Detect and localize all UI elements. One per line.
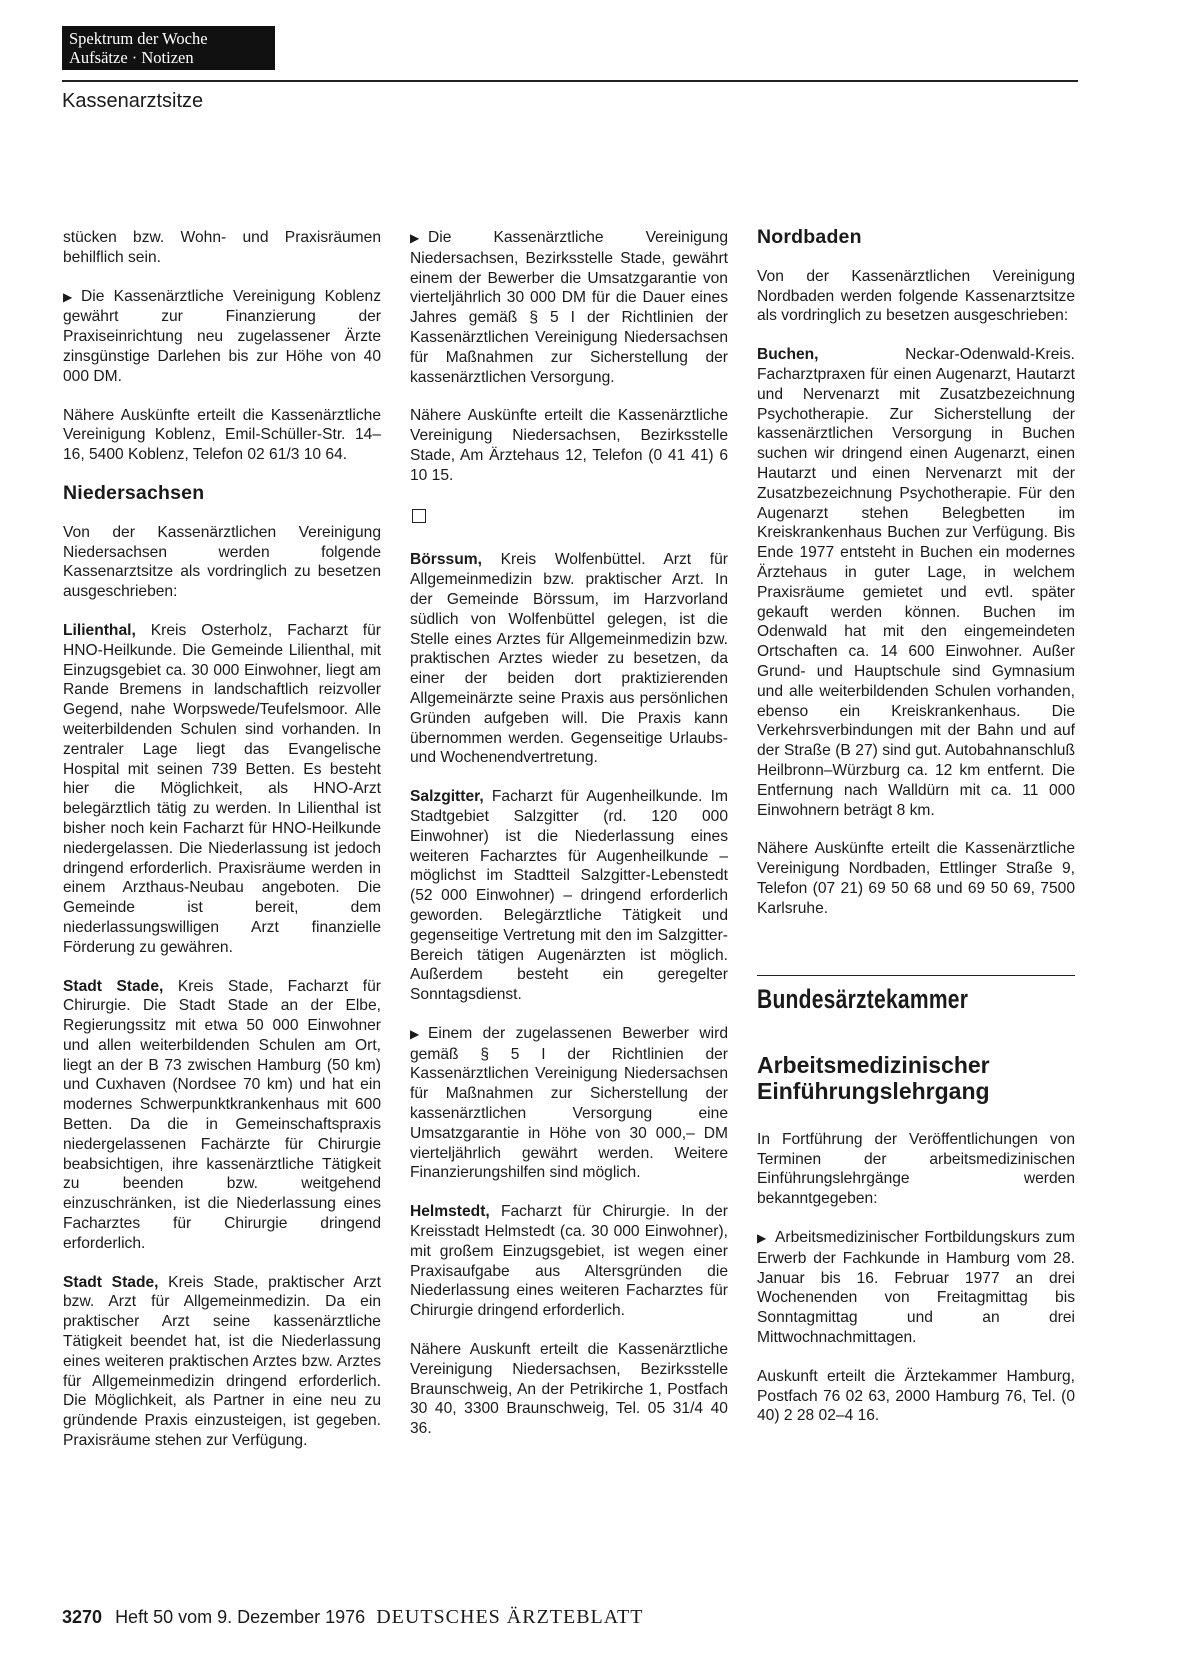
listing-buchen: Buchen, Neckar-Odenwald-Kreis. Facharztpraxen für einen Augenarzt, Hautarzt und Nervenarzt mit Zusatzbezeichnung Psychotherapie. Zur Sicherstellung der kassenärztlichen Versorgung in Buchen suchen wir dringend einen Augenarzt, einen Hautarzt und einen Nervenarzt mit der Zusatzbezeichnung Psychotherapie. Für den Augenarzt stehen Belegbetten im Kreiskrankenhaus Buchen zur Verfügung. Bis Ende 1977 entsteht in Buchen ein modernes Ärztehaus in guter Lage, in welchem Praxisräume gemietet und evtl. später gekauft werden können. Buchen im Odenwald hat mit den eingemeindeten Ortschaften ca. 14 600 Einwohner. Außer Grund- und Hauptschule sind Gymnasium und alle weiterbildenden Schulen vorhanden, ebenso ein Kreiskrankenhaus. Die Verkehrsverbindungen mit der Bahn und auf der Straße (B 27) sind gut. Autobahnanschluß Heilbronn–Würzburg ca. 12 km entfernt. Die Entfernung nach Walldürn mit ca. 11 000 Einwohnern beträgt 8 km. xyxy=(757,346,1075,819)
paragraph: ▶ Die Kassenärztliche Vereinigung Koblenz gewährt zur Finanzierung der Praxiseinrichtung neu zugelassener Ärzte zinsgünstige Darlehen bis zur Höhe von 40 000 DM. xyxy=(63,287,381,385)
listing-lilienthal: Lilienthal, Kreis Osterholz, Facharzt für HNO-Heilkunde. Die Gemeinde Lilienthal, mit Einzugsgebiet ca. 30 000 Einwohner, liegt am Rande Bremens in landschaftlich reizvoller Gegend, nahe Worpswede/Teufelsmoor. Alle weiterbildenden Schulen sind vorhanden. In zentraler Lage liegt das Evangelische Hospital mit seinen 739 Betten. Es besteht hier die Möglichkeit, als HNO-Arzt belegärztlich tätig zu werden. In Lilienthal ist bisher noch kein Facharzt für HNO-Heilkunde niedergelassen. Die Niederlassung ist jedoch dringend erforderlich. Praxisräume werden in einem Arzthaus-Neubau angeboten. Die Gemeinde ist bereit, dem niederlassungswilligen Arzt finanzielle Förderung zu gewähren. xyxy=(63,621,381,956)
listing-stade-allgemein: Stadt Stade, Kreis Stade, praktischer Arzt bzw. Arzt für Allgemeinmedizin. Da ein praktischer Arzt seine kassenärztliche Tätigkeit beendet hat, ist die Niederlassung eines weiteren praktischen Arztes bzw. Arztes für Allgemeinmedizin dringend erforderlich. Die Möglichkeit, als Partner in eine neu zu gründende Praxis einzusteigen, ist gegeben. Praxisräume stehen zur Verfügung. xyxy=(63,1273,381,1450)
listing-salzgitter: Salzgitter, Facharzt für Augenheilkunde. Im Stadtgebiet Salzgitter (rd. 120 000 Einwohner) ist die Niederlassung eines weiteren Facharztes für Augenheilkunde – möglichst im Stadtteil Salzgitter-Lebenstedt (52 000 Einwohner) – dringend erforderlich geworden. Belegärztliche Tätigkeit und gegenseitige Vertretung mit den im Salzgitter-Bereich tätigen Augenärzten ist möglich. Außerdem besteht ein geregelter Sonntagsdienst. xyxy=(410,788,728,1004)
triangle-bullet-icon: ▶ xyxy=(757,1230,767,1245)
paragraph: Von der Kassenärztlichen Vereinigung Nordbaden werden folgende Kassenarztsitze als vordringlich zu besetzen ausgeschrieben: xyxy=(757,267,1075,325)
heading-arbeitsmedizin: Arbeitsmedizinischer Einführungslehrgang xyxy=(757,1051,990,1104)
listing-helmstedt: Helmstedt, Facharzt für Chirurgie. In der Kreisstadt Helmstedt (ca. 30 000 Einwohner), mit großem Einzugsgebiet, ist wegen einer Praxisaufgabe aus Altersgründen die Niederlassung eines weiteren Facharztes für Chirurgie dringend erforderlich. xyxy=(410,1203,728,1320)
section-title-bundesaerztekammer: Bundesärztekammer xyxy=(757,984,969,1014)
paragraph: In Fortführung der Veröffentlichungen von Terminen der arbeitsmedizinischen Einführungslehrgänge werden bekanntgegeben: xyxy=(757,1130,1075,1208)
heading-niedersachsen: Niedersachsen xyxy=(63,481,205,504)
paragraph: Von der Kassenärztlichen Vereinigung Niedersachsen werden folgende Kassenarztsitze als vordringlich zu besetzen ausgeschrieben: xyxy=(63,523,381,601)
paragraph: Nähere Auskunft erteilt die Kassenärztliche Vereinigung Niedersachsen, Bezirksstelle Braunschweig, An der Petrikirche 1, Postfach 30 40, 3300 Braunschweig, Tel. 05 31/4 40 36. xyxy=(410,1341,728,1438)
page-number: 3270 xyxy=(62,1607,103,1627)
paragraph: ▶ Einem der zugelassenen Bewerber wird gemäß § 5 I der Richtlinien der Kassenärztlichen Vereinigung Niedersachsen für Maßnahmen zur Sicherstellung der kassenärztlichen Versorgung eine Umsatzgarantie in Höhe von 30 000,– DM vierteljährlich gewährt werden. Weitere Finanzierungshilfen sind möglich. xyxy=(410,1024,728,1182)
rubric-line-2: Aufsätze · Notizen xyxy=(69,48,194,67)
rubric-line-1: Spektrum der Woche xyxy=(69,29,208,48)
paragraph: ▶ Die Kassenärztliche Vereinigung Niedersachsen, Bezirksstelle Stade, gewährt einem der Bewerber die Umsatzgarantie von vierteljährlich 30 000 DM für die Dauer eines Jahres gemäß § 5 I der Richtlinien der Kassenärztlichen Vereinigung Niedersachsen für Maßnahmen zur Sicherstellung der kassenärztlichen Versorgung. xyxy=(410,229,728,386)
listing-stade-chirurgie: Stadt Stade, Kreis Stade, Facharzt für Chirurgie. Die Stadt Stade an der Elbe, Regierungssitz mit etwa 50 000 Einwohner und allen weiterbildenden Schulen am Ort, liegt an der B 73 zwischen Hamburg (50 km) und Cuxhaven (Nordsee 70 km) und hat ein modernes Schwerpunktkrankenhaus mit 600 Betten. Da die in Gemeinschaftspraxis niedergelassenen Fachärzte für Chirurgie beabsichtigen, ihre kassenärztliche Tätigkeit zu beenden bzw. weitgehend einzuschränken, ist die Niederlassung eines Facharztes für Chirurgie dringend erforderlich. xyxy=(63,977,381,1252)
section-label: Kassenarztsitze xyxy=(62,90,204,112)
listing-boerssum: Börssum, Kreis Wolfenbüttel. Arzt für Allgemeinmedizin bzw. praktischer Arzt. In der Gemeinde Börssum, im Harzvorland südlich von Wolfenbüttel gelegen, ist die Stelle eines Arztes für Allgemeinmedizin bzw. praktischen Arztes wieder zu besetzen, da einer der beiden dort praktizierenden Allgemeinärzte seine Praxis aus persönlichen Gründen aufgeben will. Die Praxis kann übernommen werden. Gegenseitige Urlaubs- und Wochenendvertretung. xyxy=(410,551,728,767)
triangle-bullet-icon: ▶ xyxy=(410,231,420,245)
rubric-box xyxy=(62,26,275,70)
paragraph: Nähere Auskünfte erteilt die Kassenärztliche Vereinigung Nordbaden, Ettlinger Straße 9, Telefon (07 21) 69 50 68 und 69 50 69, 7500 Karlsruhe. xyxy=(757,840,1075,917)
page-footer xyxy=(62,1606,643,1629)
column-2 xyxy=(410,228,728,1458)
paragraph: Auskunft erteilt die Ärztekammer Hamburg, Postfach 76 02 63, 2000 Hamburg 76, Tel. (0 40) 2 28 02–4 16. xyxy=(757,1367,1075,1425)
issue-info: Heft 50 vom 9. Dezember 1976 xyxy=(115,1607,366,1627)
column-3 xyxy=(757,228,1075,1445)
section-rule xyxy=(757,975,1075,977)
column-1 xyxy=(63,228,381,1470)
heading-nordbaden: Nordbaden xyxy=(757,226,862,248)
paragraph: Nähere Auskünfte erteilt die Kassenärztliche Vereinigung Niedersachsen, Bezirksstelle Stade, Am Ärztehaus 12, Telefon (0 41 41) 6 10 15. xyxy=(410,407,728,484)
paragraph: stücken bzw. Wohn- und Praxisräumen behilflich sein. xyxy=(63,229,381,266)
paragraph: ▶ Arbeitsmedizinischer Fortbildungskurs zum Erwerb der Fachkunde in Hamburg vom 28. Januar bis 16. Februar 1977 an drei Wochenenden von Freitagmittag bis Sonntagmittag und an drei Mittwochnachmittagen. xyxy=(757,1228,1075,1346)
square-separator-icon xyxy=(412,509,426,523)
header-rule xyxy=(62,80,1078,82)
triangle-bullet-icon: ▶ xyxy=(410,1026,420,1041)
journal-name: DEUTSCHES ÄRZTEBLATT xyxy=(376,1606,644,1628)
triangle-bullet-icon: ▶ xyxy=(63,289,73,304)
paragraph: Nähere Auskünfte erteilt die Kassenärztliche Vereinigung Koblenz, Emil-Schüller-Str. 14–16, 5400 Koblenz, Telefon 02 61/3 10 64. xyxy=(63,406,381,464)
